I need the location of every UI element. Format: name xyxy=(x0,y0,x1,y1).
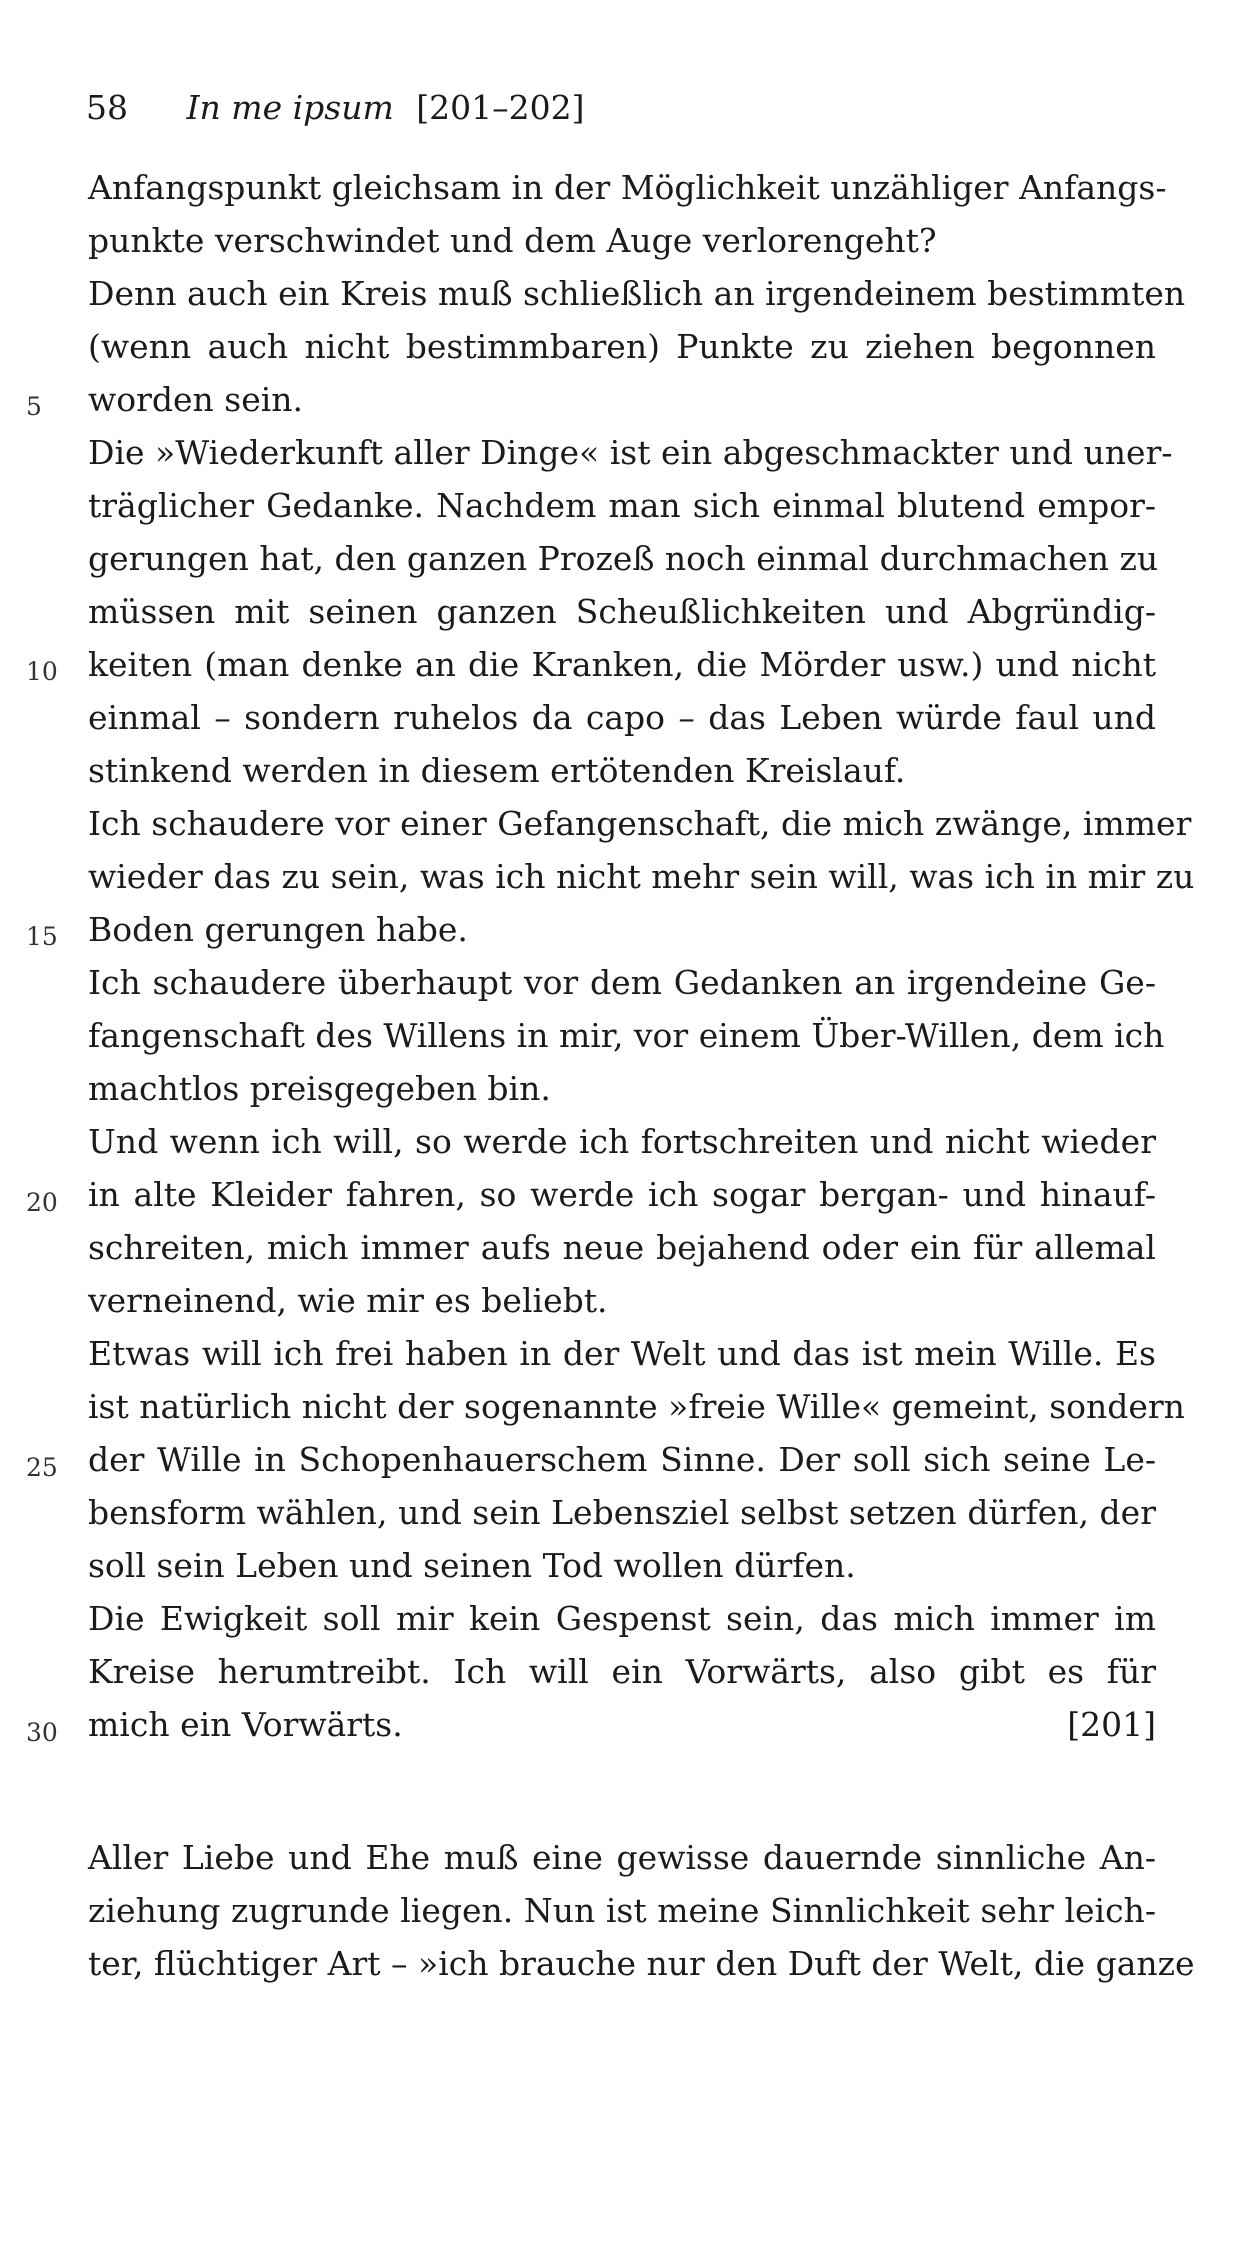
line-number-10: 10 xyxy=(26,657,58,686)
entry-reference: [201] xyxy=(1067,1705,1156,1744)
text-line: machtlos preisgegeben bin. xyxy=(88,1069,551,1108)
line-number-15: 15 xyxy=(26,922,58,951)
text-line-content: mich ein Vorwärts. xyxy=(88,1705,403,1744)
text-line xyxy=(88,1705,1156,1744)
text-line: Denn auch ein Kreis muß schließlich an irgendeinem bestimmten xyxy=(88,274,1186,313)
text-line: stinkend werden in diesem ertötenden Kreislauf. xyxy=(88,751,906,790)
text-line: worden sein. xyxy=(88,380,304,419)
text-line: Boden gerungen habe. xyxy=(88,910,468,949)
text-line: verneinend, wie mir es beliebt. xyxy=(88,1281,608,1320)
text-line: Etwas will ich frei haben in der Welt und das ist mein Wille. Es xyxy=(88,1334,1156,1373)
text-line: fangenschaft des Willens in mir, vor einem Über-Willen, dem ich xyxy=(88,1016,1165,1055)
book-title: In me ipsum xyxy=(186,88,394,127)
text-line: ist natürlich nicht der sogenannte »freie Wille« gemeint, sondern xyxy=(88,1387,1185,1426)
text-line: Kreise herumtreibt. Ich will ein Vorwärts, also gibt es für xyxy=(88,1652,1156,1691)
text-line: einmal – sondern ruhelos da capo – das Leben würde faul und xyxy=(88,698,1156,737)
text-line: Die Ewigkeit soll mir kein Gespenst sein, das mich immer im xyxy=(88,1599,1156,1638)
line-number-20: 20 xyxy=(26,1188,58,1217)
text-line: ziehung zugrunde liegen. Nun ist meine Sinnlichkeit sehr leich- xyxy=(88,1891,1156,1930)
text-line: wieder das zu sein, was ich nicht mehr sein will, was ich in mir zu xyxy=(88,857,1195,896)
text-line: der Wille in Schopenhauerschem Sinne. Der soll sich seine Le- xyxy=(88,1440,1156,1479)
running-header xyxy=(86,88,584,127)
text-line: bensform wählen, und sein Lebensziel selbst setzen dürfen, der xyxy=(88,1493,1156,1532)
text-line: Ich schaudere vor einer Gefangenschaft, die mich zwänge, immer xyxy=(88,804,1192,843)
text-line: gerungen hat, den ganzen Prozeß noch einmal durchmachen zu xyxy=(88,539,1159,578)
text-line: Ich schaudere überhaupt vor dem Gedanken an irgendeine Ge- xyxy=(88,963,1156,1002)
text-line: träglicher Gedanke. Nachdem man sich einmal blutend empor- xyxy=(88,486,1156,525)
text-line: ter, flüchtiger Art – »ich brauche nur den Duft der Welt, die ganze xyxy=(88,1944,1195,1983)
text-line: Aller Liebe und Ehe muß eine gewisse dauernde sinnliche An- xyxy=(88,1838,1156,1877)
text-line: Anfangspunkt gleichsam in der Möglichkeit unzähliger Anfangs- xyxy=(88,168,1167,207)
text-line: in alte Kleider fahren, so werde ich sogar bergan- und hinauf- xyxy=(88,1175,1156,1214)
text-line: punkte verschwindet und dem Auge verlorengeht? xyxy=(88,221,937,260)
text-line: soll sein Leben und seinen Tod wollen dürfen. xyxy=(88,1546,856,1585)
text-line: (wenn auch nicht bestimmbaren) Punkte zu ziehen begonnen xyxy=(88,327,1156,366)
text-line: Und wenn ich will, so werde ich fortschreiten und nicht wieder xyxy=(88,1122,1156,1161)
page-number: 58 xyxy=(86,88,128,127)
line-number-5: 5 xyxy=(26,392,42,421)
line-number-25: 25 xyxy=(26,1453,58,1482)
text-line: keiten (man denke an die Kranken, die Mörder usw.) und nicht xyxy=(88,645,1156,684)
entry-range: [201–202] xyxy=(416,88,585,127)
text-line: müssen mit seinen ganzen Scheußlichkeiten und Abgründig- xyxy=(88,592,1156,631)
text-line: schreiten, mich immer aufs neue bejahend oder ein für allemal xyxy=(88,1228,1156,1267)
text-line: Die »Wiederkunft aller Dinge« ist ein abgeschmackter und uner- xyxy=(88,433,1173,472)
line-number-30: 30 xyxy=(26,1718,58,1747)
